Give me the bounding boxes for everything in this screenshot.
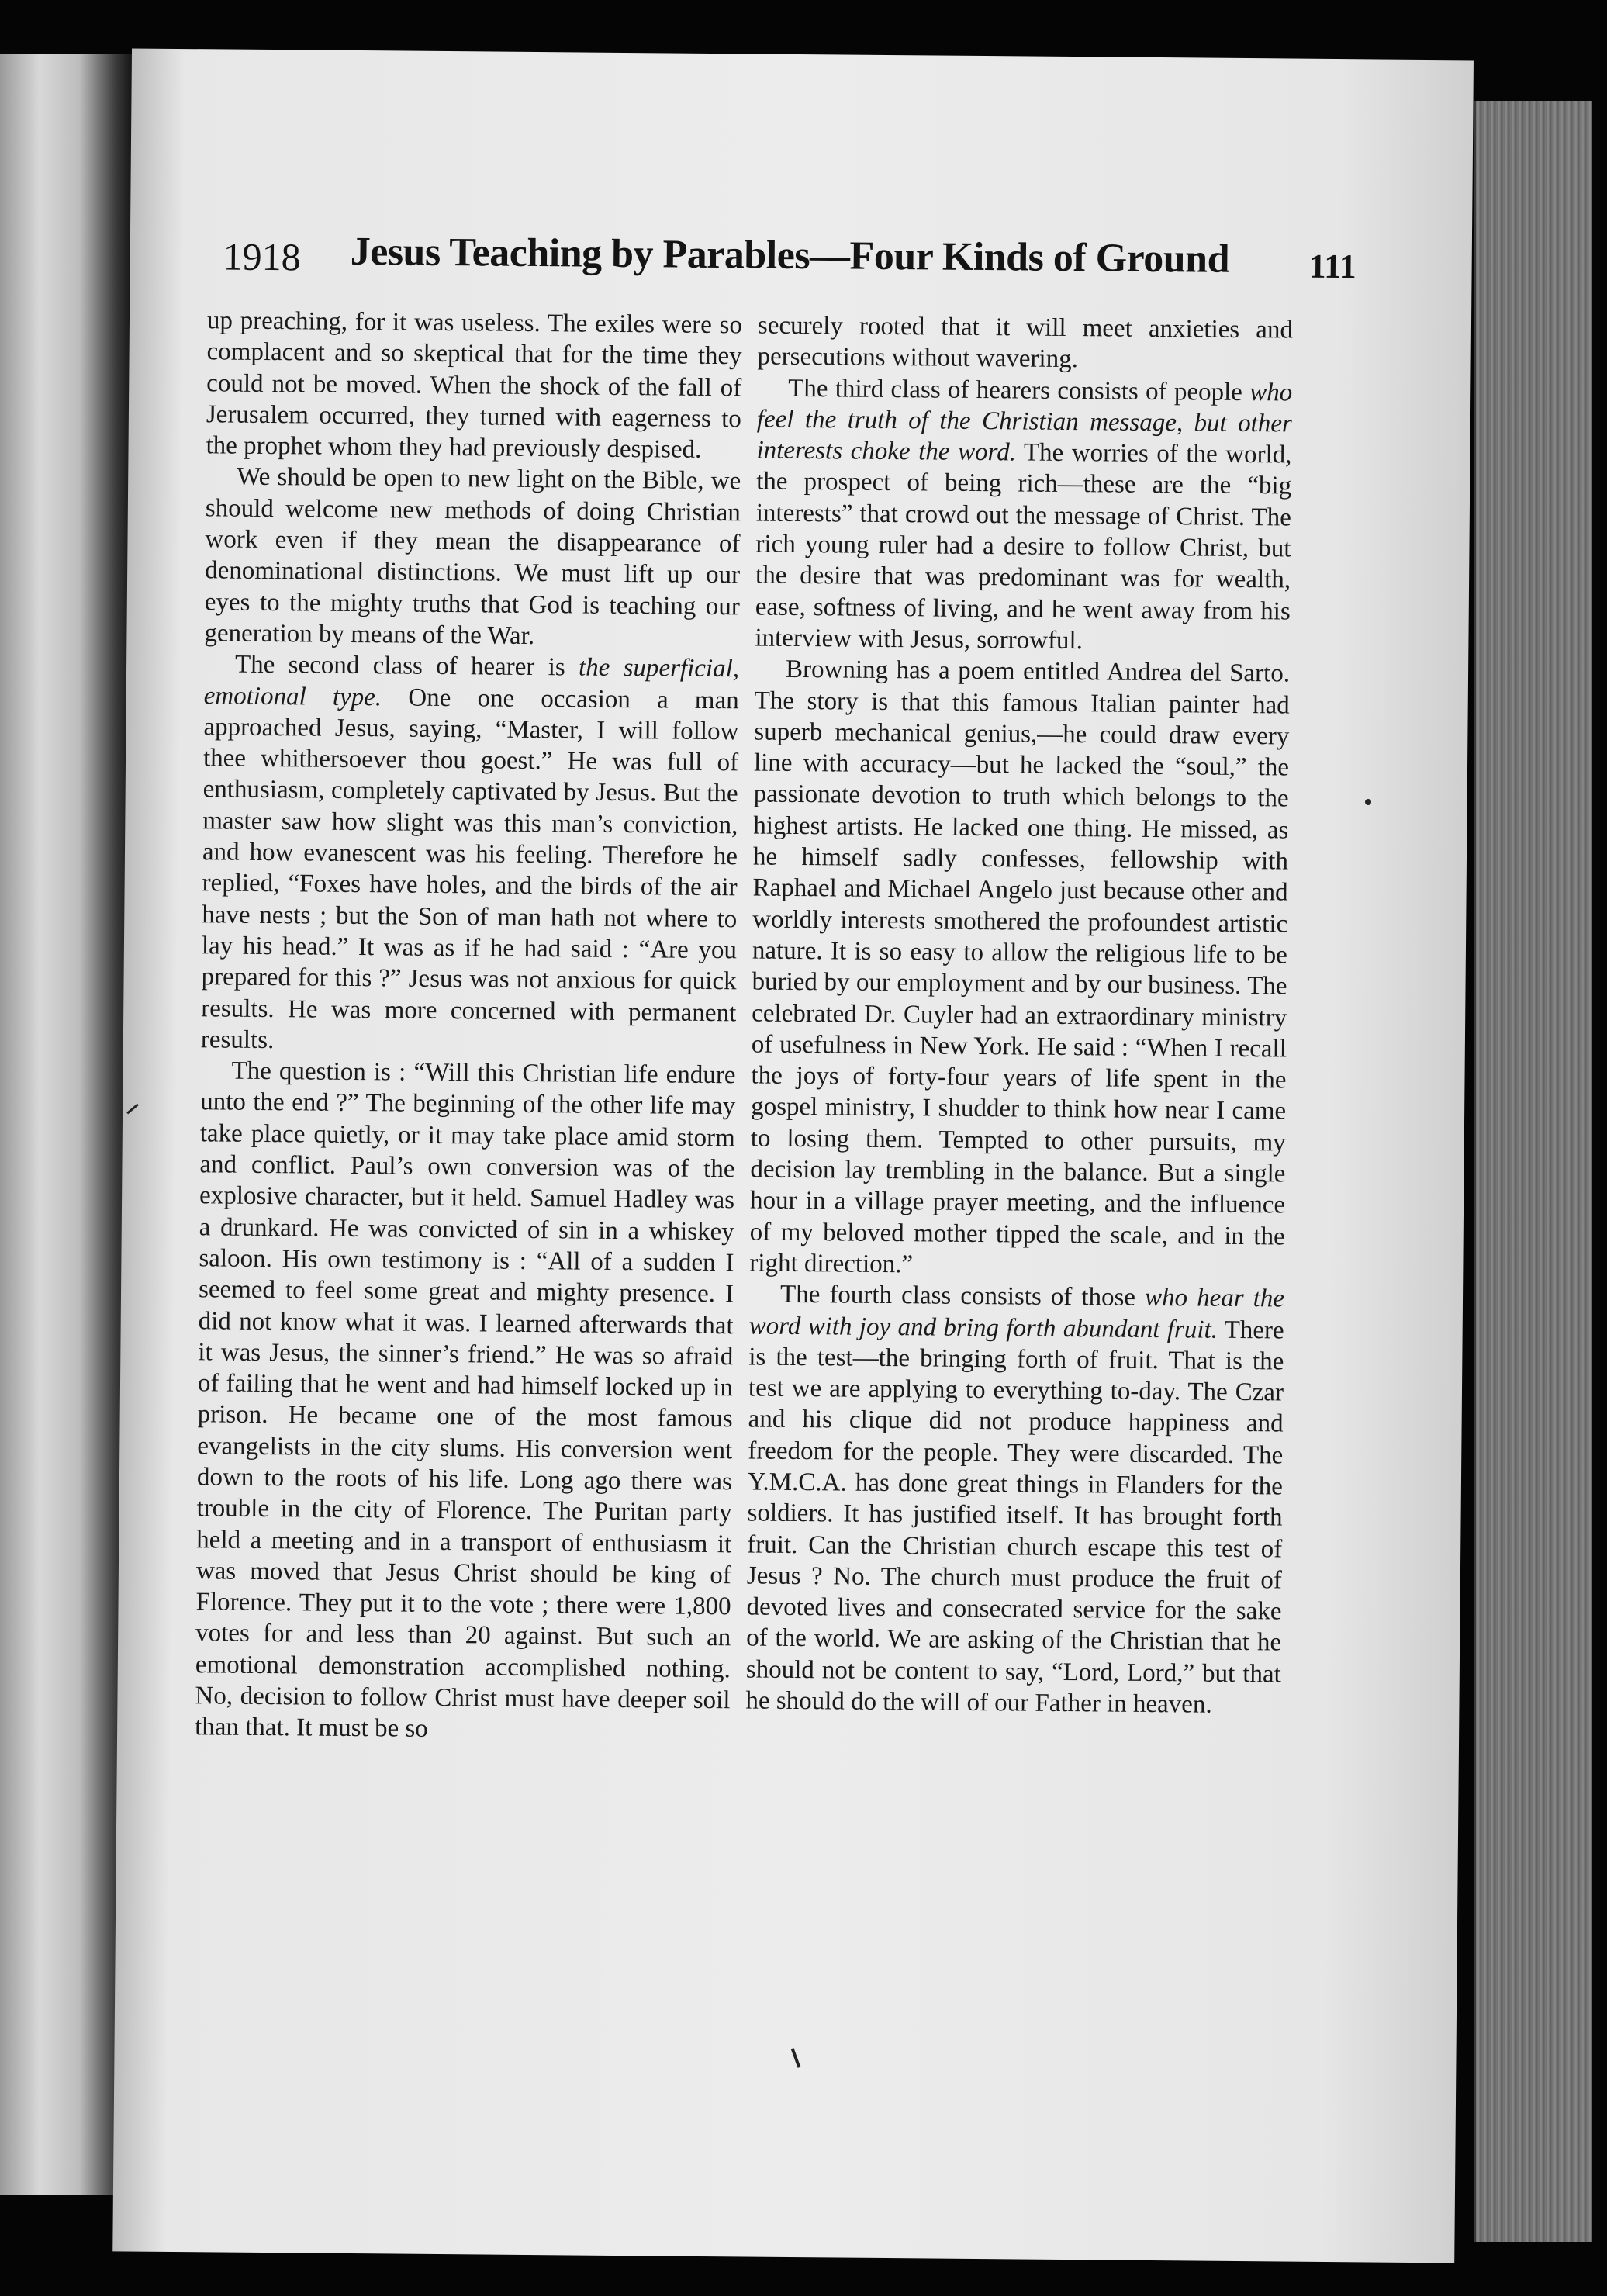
paragraph	[206, 305, 742, 465]
text-run: Browning has a poem entitled Andrea del Sarto. The story is that this famous Italian painter had superb mechanical genius,—he could draw every line with accuracy—but he lacked the “soul,” the passionate devotion to truth which belongs to the highest artists. He lacked one thing. He missed, as he himself sadly confesses, fellowship with Raphael and Michael Angelo just because other and worldly interests smothered the profoundest artistic nature. It is so easy to allow the religious life to be buried by our employment and by our business. The celebrated Dr. Cuyler had an extraordinary ministry of usefulness in New York. He said : “When I recall the joys of forty-four years of life spent in the gospel ministry, I shudder to think how near I came to losing them. Tempted to other pursuits, my decision lay trembling in the balance. But a single hour in a village prayer meeting, and the influence of my beloved mother tipped the scale, and in the right direction.”	[749, 655, 1291, 1279]
text-run: There is the test—the bringing forth of fruit. That is the test we are applying to everything to-day. The Czar and his clique did not produce happiness and freedom for the people. They were discarded. The Y.M.C.A. has done great things in Flanders for the soldiers. It has justified itself. It has brought forth fruit. Can the Christian church escape this test of Jesus ? No. The church must produce the fruit of devoted lives and consecrated service for the sake of the world. We are asking of the Christian that he should not be content to say, “Lord, Lord,” but that he should do the will of our Father in heaven.	[745, 1316, 1284, 1719]
text-run: The third class of hearers consists of people	[788, 374, 1250, 406]
paragraph	[745, 1279, 1284, 1721]
text-run: The worries of the world, the prospect of being rich—these are the “big interests” that crowd out the message of Christ. The rich young ruler had a desire to follow Christ, but the desire that was predominant was for wealth, ease, softness of living, and he went away from his interview with Jesus, sorrowful.	[755, 438, 1292, 655]
right-column	[745, 310, 1293, 1721]
paragraph	[757, 310, 1293, 378]
page-title: Jesus Teaching by Parables—Four Kinds of Ground	[350, 229, 1230, 282]
ink-speck	[1365, 799, 1371, 805]
paragraph	[201, 649, 740, 1060]
text-run: One one occasion a man approached Jesus, saying, “Master, I will follow thee whithersoever thou goest.” He was full of enthusiasm, completely captivated by Jesus. But the master saw how slight was this man’s conviction, and how evanescent was his feeling. Therefore he replied, “Foxes have holes, and the birds of the air have nests ; but the Son of man hath not where to lay his head.” It was as if he had said : “Are you prepared for this ?” Jesus was not anxious for quick results. He was more concerned with permanent results.	[200, 683, 739, 1054]
page-year: 1918	[223, 234, 301, 279]
text-run: We should be open to new light on the Bible, we should welcome new methods of doing Christian work even if they mean the disappearance of denominational distinctions. We must lift up our eyes to the mighty truths that God is teaching our generation by means of the War.	[204, 463, 741, 650]
italic-text: who hear the word with joy and bring forth abundant fruit.	[748, 1284, 1285, 1344]
book-page	[112, 48, 1474, 2263]
left-column	[195, 305, 742, 1748]
book-spine-left	[0, 54, 132, 2195]
italic-text: who feel the truth of the Christian message, but other interests choke the word.	[756, 378, 1293, 467]
text-run: The fourth class consists of those	[779, 1281, 1146, 1312]
text-run: securely rooted that it will meet anxieties and persecutions without wavering.	[757, 311, 1294, 374]
paragraph	[749, 654, 1290, 1284]
italic-text: the superficial, emotional type.	[203, 653, 740, 711]
running-head	[223, 227, 1387, 299]
paragraph	[755, 372, 1292, 659]
page-number: 111	[1308, 247, 1357, 286]
book-fore-edge	[1474, 101, 1592, 2242]
paragraph	[204, 462, 741, 654]
text-run: The question is : “Will this Christian life endure unto the end ?” The beginning of the other life may take place quietly, or it may take place amid storm and conflict. Paul’s own conversion was of the explosive character, but it held. Samuel Hadley was a drunkard. He was convicted of sin in a whiskey saloon. His own testimony is : “All of a sudden I seemed to feel some great and mighty presence. I did not know what it was. I learned afterwards that it was Jesus, the sinner’s friend.” He was so afraid of failing that he went and had himself locked up in prison. He became one of the most famous evangelists in the city slums. His conversion went down to the roots of his life. Long ago there was trouble in the city of Florence. The Puritan party held a meeting and in a transport of enthusiasm it was moved that Jesus Christ should be king of Florence. They put it to the vote ; there were 1,800 votes for and less than 20 against. But such an emotional demonstration accomplished nothing. No, decision to follow Christ must have deeper soil than that. It must be so	[194, 1056, 736, 1744]
text-run: The second class of hearer is	[234, 650, 579, 682]
paragraph	[195, 1055, 736, 1748]
text-run: up preaching, for it was useless. The exiles were so complacent and so skeptical that for the time they could not be moved. When the shock of the fall of Jerusalem occurred, they turned with eagerness to the prophet whom they had previously despised.	[206, 306, 743, 465]
